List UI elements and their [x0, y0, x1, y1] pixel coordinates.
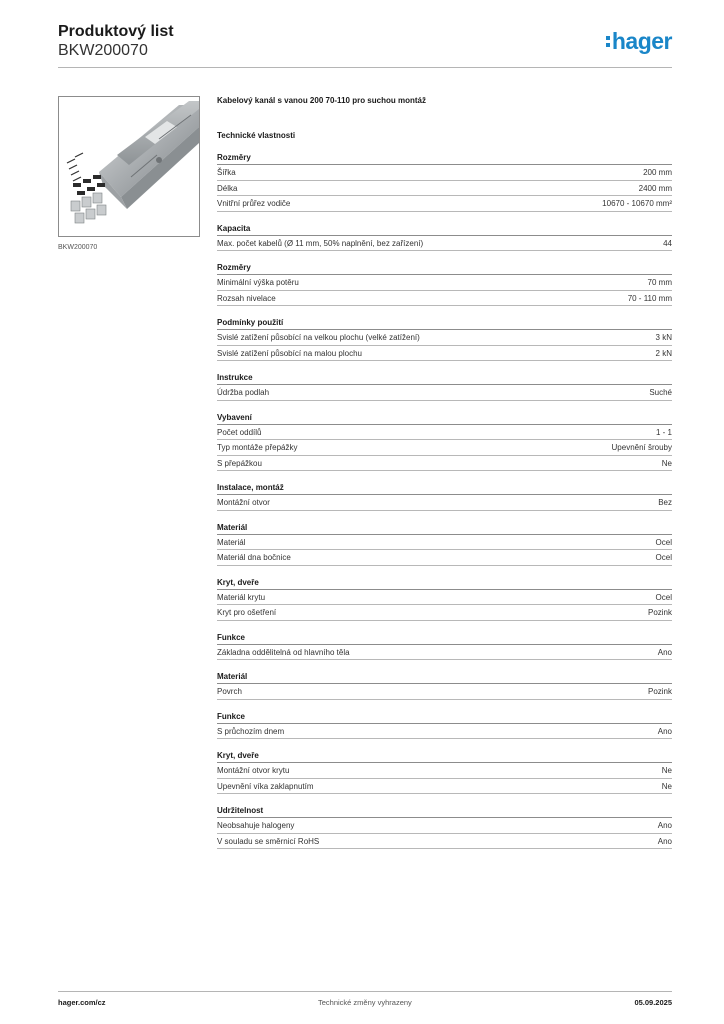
spec-value: Ne — [661, 458, 672, 468]
spec-group — [217, 806, 672, 849]
spec-label: V souladu se směrnicí RoHS — [217, 836, 320, 846]
spec-label: Max. počet kabelů (Ø 11 mm, 50% naplnění, bez zařízení) — [217, 238, 424, 248]
spec-value: Ano — [657, 647, 672, 657]
spec-label: Svislé zatížení působící na malou plochu — [217, 348, 362, 358]
product-image — [58, 96, 200, 237]
spec-label: Počet oddílů — [217, 427, 262, 437]
spec-label: Materiál krytu — [217, 592, 266, 602]
spec-value: Ocel — [655, 553, 672, 562]
spec-groups — [217, 153, 672, 849]
spec-label: Základna oddělitelná od hlavního těla — [217, 647, 350, 657]
spec-value: 3 kN — [655, 333, 672, 342]
spec-label: Vnitřní průřez vodiče — [217, 199, 291, 208]
spec-group — [217, 751, 672, 794]
spec-value: Upevnění šrouby — [611, 443, 672, 452]
spec-label: Délka — [217, 183, 238, 193]
spec-row — [217, 495, 672, 511]
spec-label: Rozsah nivelace — [217, 293, 276, 303]
footer-website-link[interactable]: hager.com/cz — [58, 998, 106, 1007]
spec-value: 1 - 1 — [655, 427, 672, 437]
spec-row — [217, 724, 672, 740]
spec-value: 10670 - 10670 mm² — [602, 199, 672, 208]
page-footer — [58, 998, 672, 1007]
spec-row — [217, 291, 672, 307]
header-divider — [58, 67, 672, 68]
spec-group — [217, 672, 672, 700]
spec-row — [217, 346, 672, 362]
spec-value: 70 - 110 mm — [627, 293, 672, 303]
spec-group — [217, 483, 672, 511]
spec-value: 2400 mm — [638, 183, 672, 193]
spec-group-title: Kryt, dveře — [217, 751, 672, 763]
spec-row — [217, 590, 672, 606]
spec-value: Ne — [661, 781, 672, 791]
spec-row — [217, 181, 672, 197]
spec-group — [217, 578, 672, 621]
spec-group-title: Funkce — [217, 712, 672, 724]
spec-value: Bez — [658, 498, 672, 507]
spec-row — [217, 425, 672, 441]
spec-value: Ocel — [655, 592, 672, 602]
spec-label: Minimální výška potěru — [217, 278, 299, 287]
spec-value: 70 mm — [647, 278, 672, 287]
spec-group — [217, 413, 672, 472]
spec-row — [217, 763, 672, 779]
spec-row — [217, 645, 672, 661]
footer-disclaimer: Technické změny vyhrazeny — [318, 998, 412, 1007]
spec-value: 200 mm — [643, 168, 672, 177]
spec-value: Ano — [657, 726, 672, 736]
spec-row — [217, 456, 672, 472]
page-header — [58, 22, 174, 60]
spec-group-title: Instrukce — [217, 373, 672, 385]
product-name: Kabelový kanál s vanou 200 70-110 pro suchou montáž — [217, 96, 426, 105]
product-code: BKW200070 — [58, 42, 148, 59]
spec-group — [217, 224, 672, 252]
spec-value: Pozink — [647, 608, 672, 617]
spec-label: Svislé zatížení působící na velkou plochu (velké zatížení) — [217, 333, 420, 342]
spec-content — [217, 96, 672, 849]
spec-group-title: Podmínky použití — [217, 318, 672, 330]
spec-label: Materiál dna bočnice — [217, 553, 291, 562]
footer-date: 05.09.2025 — [634, 998, 672, 1007]
spec-group-title: Rozměry — [217, 153, 672, 165]
spec-label: Upevnění víka zaklapnutím — [217, 781, 314, 791]
spec-value: Pozink — [647, 687, 672, 696]
spec-group-title: Instalace, montáž — [217, 483, 672, 495]
spec-value: Ano — [657, 821, 672, 830]
technical-heading: Technické vlastnosti — [217, 131, 296, 140]
spec-row — [217, 779, 672, 795]
spec-group-title: Rozměry — [217, 263, 672, 275]
spec-group-title: Funkce — [217, 633, 672, 645]
spec-group-title: Materiál — [217, 523, 672, 535]
spec-row — [217, 440, 672, 456]
spec-label: S průchozím dnem — [217, 726, 285, 736]
spec-group-title: Kryt, dveře — [217, 578, 672, 590]
footer-divider — [58, 991, 672, 992]
spec-row — [217, 684, 672, 700]
spec-value: Suché — [649, 388, 672, 397]
spec-label: Šířka — [217, 168, 236, 177]
spec-row — [217, 834, 672, 850]
spec-group-title: Vybavení — [217, 413, 672, 425]
spec-group — [217, 373, 672, 401]
spec-row — [217, 275, 672, 291]
spec-row — [217, 385, 672, 401]
spec-row — [217, 550, 672, 566]
document-title: Produktový list — [58, 23, 174, 40]
spec-group — [217, 712, 672, 740]
spec-group — [217, 633, 672, 661]
spec-group-title: Udržitelnost — [217, 806, 672, 818]
spec-row — [217, 196, 672, 212]
spec-row — [217, 605, 672, 621]
spec-value: Ocel — [655, 537, 672, 547]
spec-group — [217, 153, 672, 212]
spec-group-title: Kapacita — [217, 224, 672, 236]
spec-label: Údržba podlah — [217, 388, 270, 397]
logo-dots-icon — [606, 36, 610, 47]
spec-label: Kryt pro ošetření — [217, 608, 277, 617]
spec-label: Povrch — [217, 687, 242, 696]
spec-row — [217, 236, 672, 252]
spec-row — [217, 818, 672, 834]
image-caption: BKW200070 — [58, 244, 98, 251]
spec-label: Montážní otvor krytu — [217, 766, 290, 775]
spec-value: 44 — [663, 238, 672, 248]
spec-group — [217, 263, 672, 306]
spec-value: Ne — [661, 766, 672, 775]
hager-logo[interactable] — [606, 28, 672, 55]
spec-row — [217, 330, 672, 346]
spec-value: 2 kN — [655, 348, 672, 358]
spec-label: S přepážkou — [217, 458, 262, 468]
spec-label: Neobsahuje halogeny — [217, 821, 295, 830]
spec-group-title: Materiál — [217, 672, 672, 684]
logo-text: hager — [611, 28, 672, 54]
spec-label: Typ montáže přepážky — [217, 443, 298, 452]
spec-group — [217, 523, 672, 566]
spec-row — [217, 165, 672, 181]
spec-row — [217, 535, 672, 551]
spec-label: Materiál — [217, 537, 246, 547]
spec-label: Montážní otvor — [217, 498, 270, 507]
cable-trunking-illustration — [59, 97, 199, 236]
spec-group — [217, 318, 672, 361]
spec-value: Ano — [657, 836, 672, 846]
